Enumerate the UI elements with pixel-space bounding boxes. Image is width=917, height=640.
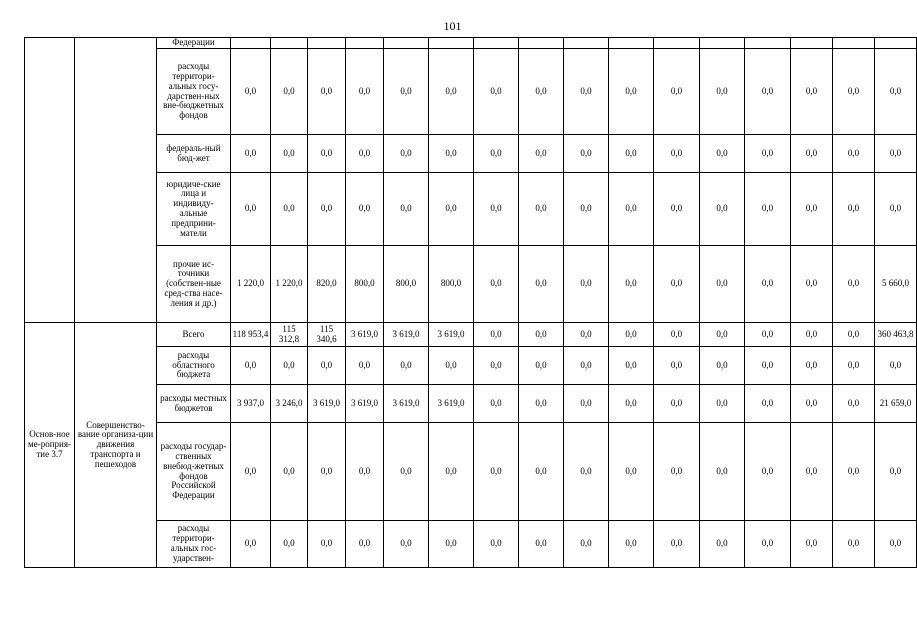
- value-cell: 3 619,0: [346, 385, 384, 423]
- value-cell: [700, 38, 745, 49]
- value-cell: 0,0: [875, 521, 917, 568]
- value-cell: 0,0: [346, 49, 384, 135]
- table-row: [25, 323, 917, 347]
- value-cell: 118 953,4: [231, 323, 271, 347]
- value-cell: [791, 38, 833, 49]
- value-cell: 3 619,0: [384, 385, 429, 423]
- value-cell: 0,0: [519, 521, 564, 568]
- value-cell: [271, 38, 308, 49]
- value-cell: 21 659,0: [875, 385, 917, 423]
- value-cell: 0,0: [519, 347, 564, 385]
- value-cell: 3 619,0: [429, 323, 474, 347]
- table-row: [25, 385, 917, 423]
- measure-cell: Основ-ное ме-роприя-тие 3.7: [25, 323, 75, 568]
- value-cell: 3 937,0: [231, 385, 271, 423]
- value-cell: 0,0: [308, 521, 346, 568]
- value-cell: 0,0: [654, 323, 700, 347]
- value-cell: 0,0: [654, 385, 700, 423]
- value-cell: 0,0: [346, 347, 384, 385]
- value-cell: 0,0: [308, 347, 346, 385]
- value-cell: 0,0: [231, 49, 271, 135]
- value-cell: 0,0: [833, 135, 875, 173]
- value-cell: 0,0: [654, 49, 700, 135]
- funding-source-cell: расходы местных бюджетов: [157, 385, 231, 423]
- value-cell: 0,0: [519, 135, 564, 173]
- table-row: [25, 135, 917, 173]
- value-cell: 0,0: [519, 423, 564, 521]
- value-cell: 0,0: [654, 246, 700, 323]
- value-cell: 0,0: [519, 49, 564, 135]
- value-cell: 0,0: [308, 135, 346, 173]
- value-cell: 0,0: [564, 323, 609, 347]
- value-cell: 0,0: [429, 423, 474, 521]
- value-cell: 0,0: [564, 246, 609, 323]
- value-cell: 0,0: [429, 173, 474, 246]
- table-row: [25, 173, 917, 246]
- value-cell: 0,0: [564, 385, 609, 423]
- value-cell: 0,0: [833, 385, 875, 423]
- value-cell: 0,0: [791, 173, 833, 246]
- value-cell: 0,0: [875, 347, 917, 385]
- value-cell: 0,0: [271, 423, 308, 521]
- value-cell: 0,0: [700, 347, 745, 385]
- table-row: [25, 347, 917, 385]
- measure-name-cell: [75, 38, 157, 323]
- value-cell: [308, 38, 346, 49]
- value-cell: 0,0: [231, 521, 271, 568]
- value-cell: 0,0: [429, 521, 474, 568]
- value-cell: 3 619,0: [308, 385, 346, 423]
- value-cell: [346, 38, 384, 49]
- value-cell: 0,0: [833, 347, 875, 385]
- value-cell: 800,0: [346, 246, 384, 323]
- value-cell: 800,0: [384, 246, 429, 323]
- value-cell: 0,0: [519, 385, 564, 423]
- value-cell: 0,0: [271, 135, 308, 173]
- value-cell: [654, 38, 700, 49]
- value-cell: 0,0: [384, 49, 429, 135]
- value-cell: 0,0: [609, 246, 654, 323]
- value-cell: 0,0: [654, 347, 700, 385]
- value-cell: 0,0: [609, 49, 654, 135]
- value-cell: 0,0: [384, 521, 429, 568]
- value-cell: 0,0: [700, 521, 745, 568]
- value-cell: 0,0: [875, 423, 917, 521]
- funding-source-cell: юридиче-ские лица и индивиду-альные предприни-матели: [157, 173, 231, 246]
- value-cell: 0,0: [875, 135, 917, 173]
- value-cell: 0,0: [700, 323, 745, 347]
- value-cell: 0,0: [346, 521, 384, 568]
- value-cell: 0,0: [700, 49, 745, 135]
- value-cell: 5 660,0: [875, 246, 917, 323]
- value-cell: 0,0: [429, 135, 474, 173]
- value-cell: 0,0: [564, 521, 609, 568]
- value-cell: 0,0: [833, 521, 875, 568]
- value-cell: 0,0: [474, 347, 519, 385]
- value-cell: 0,0: [654, 173, 700, 246]
- value-cell: 115 312,8: [271, 323, 308, 347]
- value-cell: 0,0: [474, 423, 519, 521]
- value-cell: 0,0: [700, 246, 745, 323]
- value-cell: 0,0: [745, 423, 791, 521]
- value-cell: 0,0: [833, 246, 875, 323]
- value-cell: 0,0: [564, 135, 609, 173]
- funding-source-cell: прочие ис-точники (собствен-ные сред-ства насе-ления и др.): [157, 246, 231, 323]
- value-cell: 0,0: [791, 385, 833, 423]
- value-cell: 0,0: [474, 173, 519, 246]
- value-cell: 0,0: [429, 49, 474, 135]
- value-cell: [474, 38, 519, 49]
- table-row: [25, 521, 917, 568]
- value-cell: 0,0: [791, 135, 833, 173]
- value-cell: [564, 38, 609, 49]
- value-cell: 0,0: [271, 347, 308, 385]
- page-number: 101: [443, 19, 462, 33]
- value-cell: 0,0: [271, 173, 308, 246]
- value-cell: 0,0: [308, 49, 346, 135]
- value-cell: 0,0: [346, 135, 384, 173]
- value-cell: 0,0: [833, 423, 875, 521]
- value-cell: 0,0: [519, 246, 564, 323]
- value-cell: 0,0: [308, 423, 346, 521]
- value-cell: [609, 38, 654, 49]
- value-cell: 0,0: [384, 347, 429, 385]
- value-cell: 0,0: [791, 246, 833, 323]
- value-cell: 0,0: [609, 521, 654, 568]
- value-cell: 0,0: [791, 423, 833, 521]
- value-cell: 0,0: [308, 173, 346, 246]
- value-cell: 0,0: [745, 347, 791, 385]
- value-cell: 0,0: [609, 423, 654, 521]
- value-cell: 0,0: [745, 49, 791, 135]
- value-cell: 0,0: [564, 173, 609, 246]
- value-cell: 800,0: [429, 246, 474, 323]
- table-row: [25, 49, 917, 135]
- value-cell: 0,0: [654, 423, 700, 521]
- value-cell: 0,0: [474, 135, 519, 173]
- table-row: [25, 423, 917, 521]
- value-cell: 0,0: [519, 323, 564, 347]
- budget-table: [24, 37, 917, 568]
- value-cell: 0,0: [745, 135, 791, 173]
- measure-name-cell: Совершенство-вание организа-ции движения транспорта и пешеходов: [75, 323, 157, 568]
- value-cell: 0,0: [791, 323, 833, 347]
- value-cell: 0,0: [474, 246, 519, 323]
- value-cell: 0,0: [231, 135, 271, 173]
- value-cell: 0,0: [745, 385, 791, 423]
- value-cell: 3 619,0: [346, 323, 384, 347]
- value-cell: 0,0: [833, 49, 875, 135]
- value-cell: 0,0: [474, 323, 519, 347]
- value-cell: [833, 38, 875, 49]
- value-cell: 0,0: [791, 347, 833, 385]
- value-cell: 0,0: [474, 385, 519, 423]
- value-cell: 0,0: [346, 423, 384, 521]
- value-cell: 0,0: [609, 385, 654, 423]
- funding-source-cell: расходы государ-ственных внебюд-жетных фондов Российской Федерации: [157, 423, 231, 521]
- value-cell: 820,0: [308, 246, 346, 323]
- value-cell: 0,0: [745, 173, 791, 246]
- value-cell: 0,0: [833, 173, 875, 246]
- value-cell: 0,0: [654, 521, 700, 568]
- value-cell: 0,0: [833, 323, 875, 347]
- value-cell: 115 340,6: [308, 323, 346, 347]
- value-cell: 0,0: [609, 173, 654, 246]
- value-cell: 0,0: [384, 135, 429, 173]
- funding-source-cell: Федерации: [157, 38, 231, 49]
- value-cell: 0,0: [745, 521, 791, 568]
- value-cell: 0,0: [519, 173, 564, 246]
- value-cell: [745, 38, 791, 49]
- value-cell: 0,0: [875, 49, 917, 135]
- funding-source-cell: расходы территори-альных гос-ударствен-: [157, 521, 231, 568]
- value-cell: 0,0: [474, 49, 519, 135]
- value-cell: 360 463,8: [875, 323, 917, 347]
- funding-source-cell: расходы областного бюджета: [157, 347, 231, 385]
- value-cell: [231, 38, 271, 49]
- value-cell: 0,0: [654, 135, 700, 173]
- value-cell: [519, 38, 564, 49]
- value-cell: 0,0: [791, 49, 833, 135]
- value-cell: [429, 38, 474, 49]
- budget-table-body: [25, 38, 917, 568]
- value-cell: 0,0: [346, 173, 384, 246]
- value-cell: 0,0: [791, 521, 833, 568]
- value-cell: 0,0: [384, 423, 429, 521]
- value-cell: 0,0: [564, 347, 609, 385]
- value-cell: 3 619,0: [384, 323, 429, 347]
- measure-cell: [25, 38, 75, 323]
- value-cell: [384, 38, 429, 49]
- table-row: [25, 38, 917, 49]
- value-cell: 0,0: [700, 135, 745, 173]
- value-cell: 0,0: [564, 423, 609, 521]
- value-cell: 0,0: [231, 173, 271, 246]
- value-cell: 0,0: [429, 347, 474, 385]
- value-cell: 0,0: [875, 173, 917, 246]
- value-cell: 0,0: [564, 49, 609, 135]
- value-cell: 0,0: [745, 323, 791, 347]
- value-cell: 0,0: [700, 385, 745, 423]
- table-row: [25, 246, 917, 323]
- value-cell: 3 619,0: [429, 385, 474, 423]
- value-cell: 0,0: [700, 173, 745, 246]
- funding-source-cell: расходы территори-альных госу-дарствен-ных вне-бюджетных фондов: [157, 49, 231, 135]
- value-cell: 0,0: [474, 521, 519, 568]
- value-cell: 0,0: [231, 347, 271, 385]
- value-cell: 0,0: [609, 347, 654, 385]
- value-cell: 0,0: [609, 135, 654, 173]
- value-cell: 0,0: [271, 49, 308, 135]
- funding-source-cell: федераль-ный бюд-жет: [157, 135, 231, 173]
- value-cell: 1 220,0: [231, 246, 271, 323]
- value-cell: 0,0: [609, 323, 654, 347]
- value-cell: 0,0: [231, 423, 271, 521]
- value-cell: 0,0: [271, 521, 308, 568]
- value-cell: 3 246,0: [271, 385, 308, 423]
- value-cell: 0,0: [745, 246, 791, 323]
- value-cell: 1 220,0: [271, 246, 308, 323]
- funding-source-cell: Всего: [157, 323, 231, 347]
- value-cell: 0,0: [700, 423, 745, 521]
- value-cell: [875, 38, 917, 49]
- value-cell: 0,0: [384, 173, 429, 246]
